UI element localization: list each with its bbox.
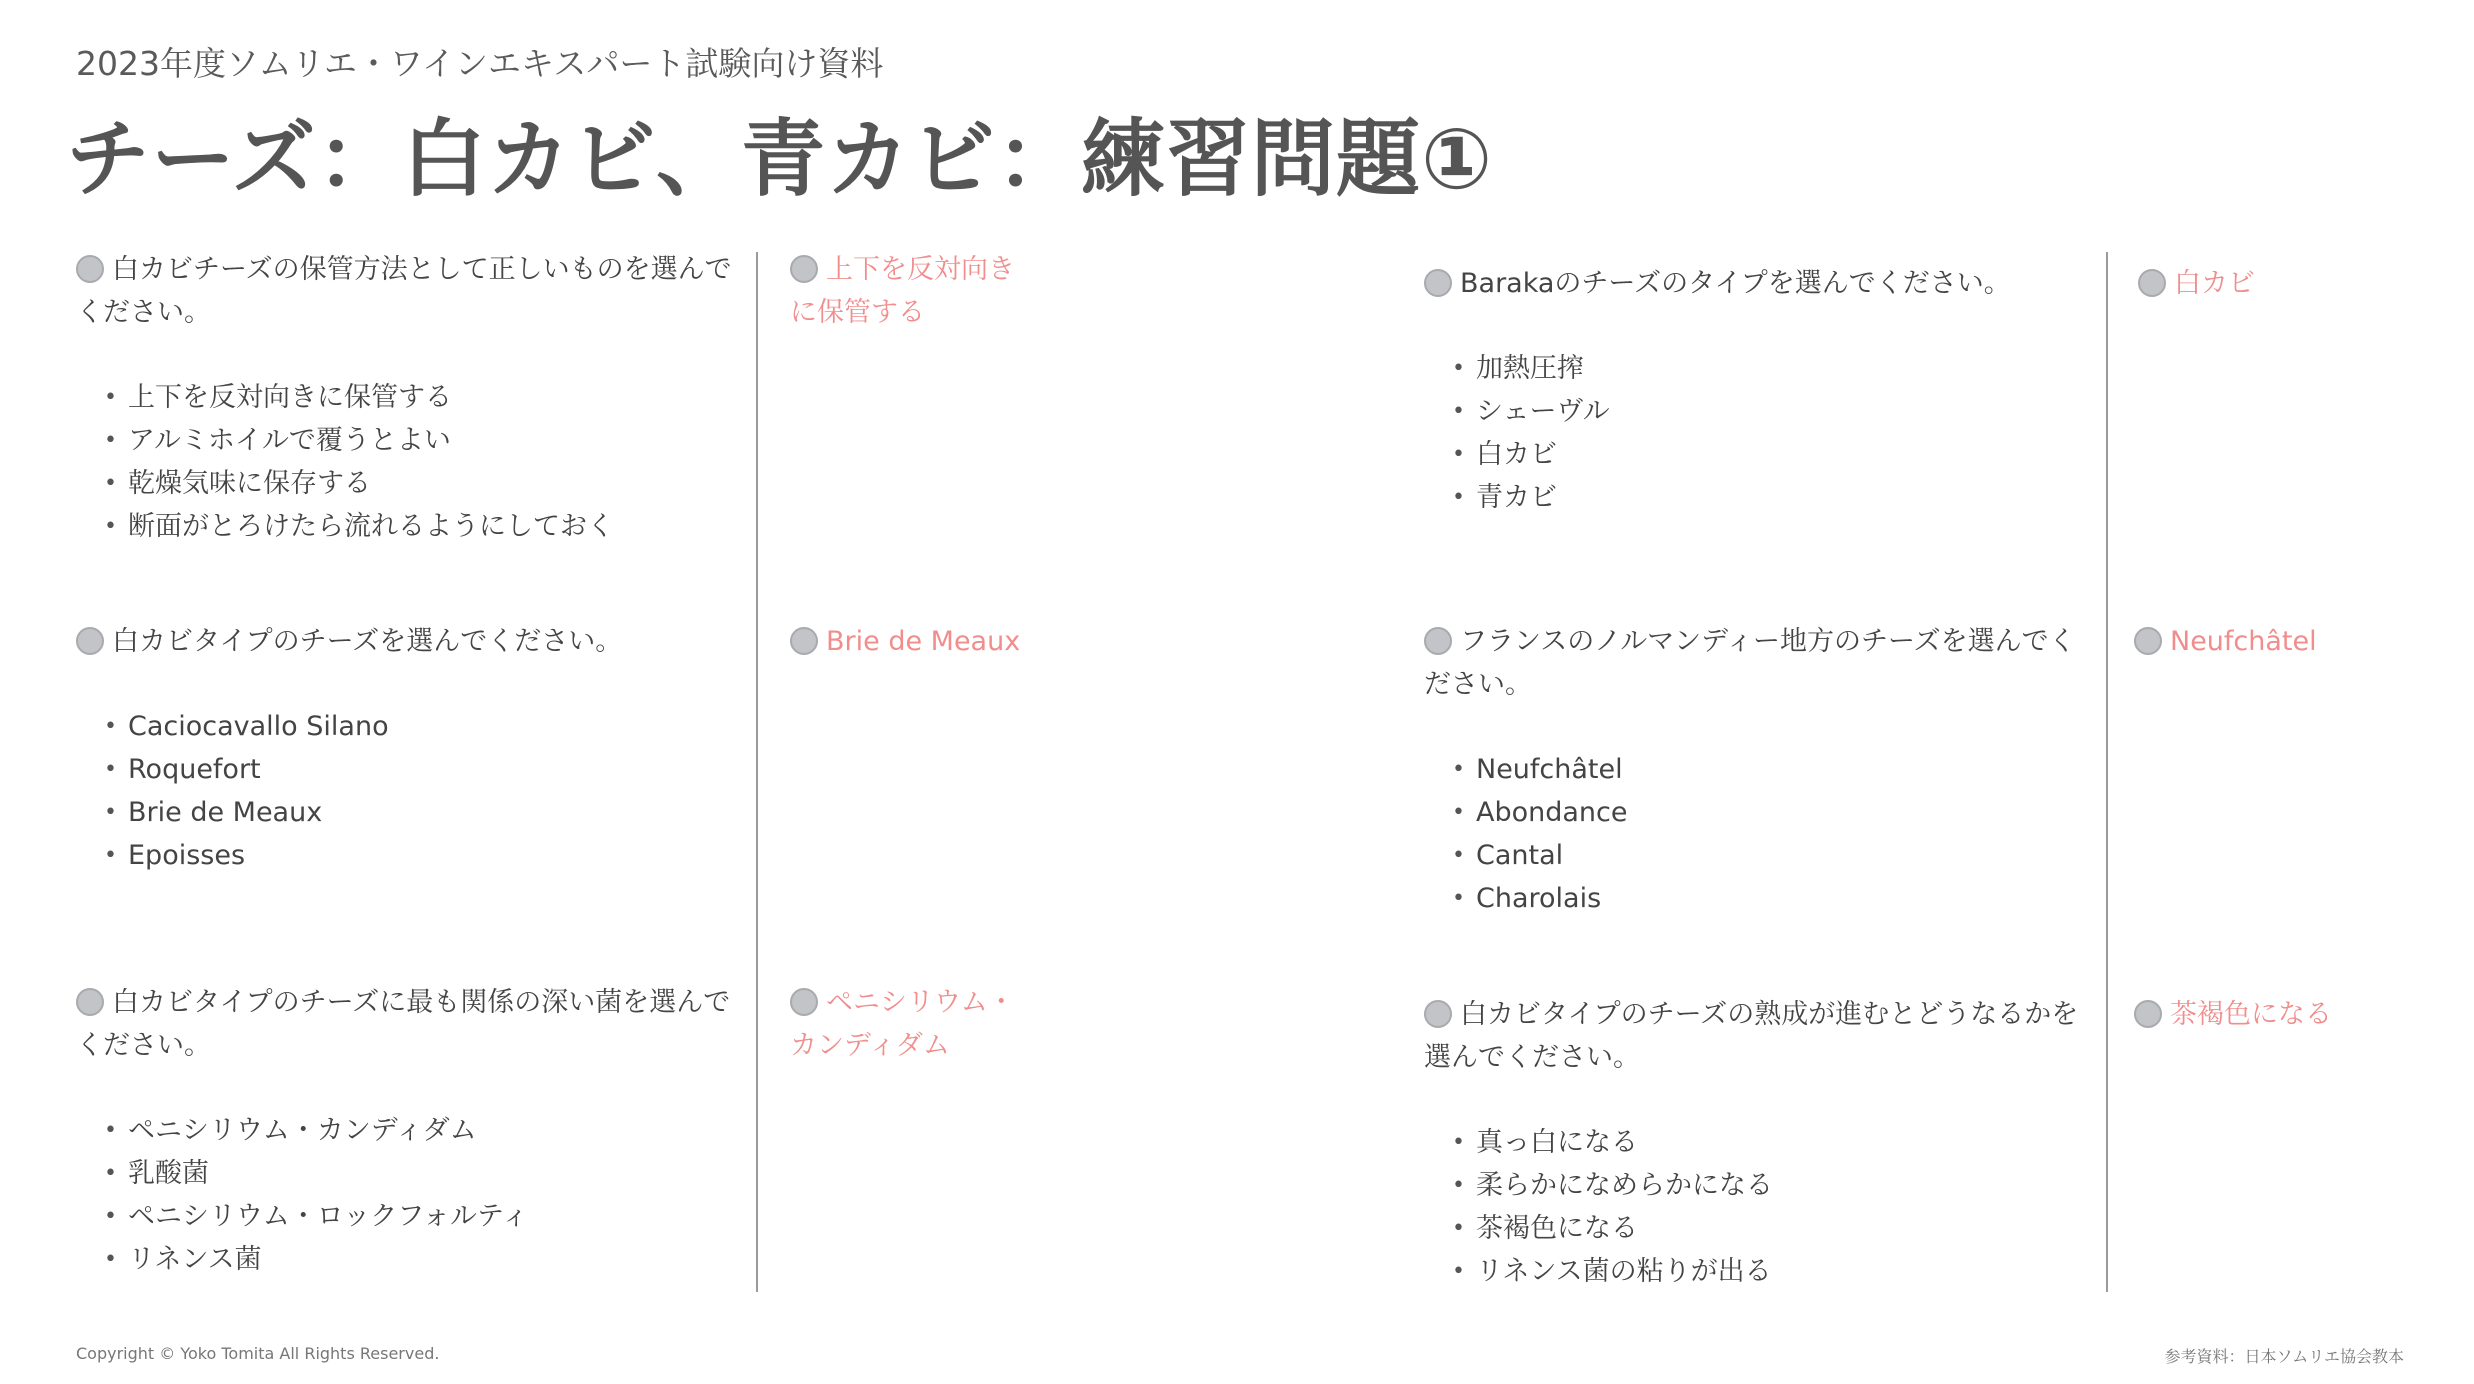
option-item: • 上下を反対向きに保管する: [104, 376, 746, 419]
column-divider-right: [2106, 252, 2108, 1292]
option-list: [1452, 748, 2096, 920]
question-bullet-icon: [1424, 627, 1452, 655]
answer-text: Brie de Meaux: [826, 626, 1021, 657]
answer-text: 上下を反対向きに保管する: [790, 254, 1015, 328]
answer-bullet-icon: [2134, 1000, 2162, 1028]
question-text: 白カビチーズの保管方法として正しいものを選んでください。: [76, 254, 732, 328]
reference-text: 参考資料：日本ソムリエ協会教本: [2164, 1347, 2404, 1366]
option-item: • 加熱圧搾: [1452, 347, 2096, 390]
answer-2: [790, 620, 1090, 663]
question-text: フランスのノルマンディー地方のチーズを選んでください。: [1424, 626, 2076, 700]
option-item: • 乾燥気味に保存する: [104, 462, 746, 505]
question-block-3: [76, 981, 746, 1281]
option-item: • Brie de Meaux: [104, 791, 746, 834]
option-item: • リネンス菌: [104, 1238, 746, 1281]
answer-text: 白カビ: [2174, 268, 2255, 299]
question-block-5: [1424, 620, 2096, 920]
question-bullet-icon: [76, 255, 104, 283]
answer-bullet-icon: [790, 627, 818, 655]
question-block-6: [1424, 993, 2096, 1293]
option-item: • Epoisses: [104, 834, 746, 877]
option-item: • リネンス菌の粘りが出る: [1452, 1250, 2096, 1293]
page-title: チーズ：白カビ、青カビ：練習問題①: [66, 110, 1494, 208]
answer-bullet-icon: [790, 255, 818, 283]
option-list: [104, 376, 746, 548]
option-item: • Neufchâtel: [1452, 748, 2096, 791]
answer-bullet-icon: [2134, 627, 2162, 655]
answer-6: [2134, 993, 2454, 1036]
answer-text: 茶褐色になる: [2170, 999, 2332, 1030]
question-text: 白カビタイプのチーズに最も関係の深い菌を選んでください。: [76, 987, 731, 1061]
question-text: Barakaのチーズのタイプを選んでください。: [1460, 268, 2011, 299]
option-list: [1452, 1121, 2096, 1293]
option-item: • 茶褐色になる: [1452, 1207, 2096, 1250]
answer-bullet-icon: [790, 988, 818, 1016]
copyright-text: Copyright © Yoko Tomita All Rights Reserved.: [76, 1344, 440, 1363]
answer-text: Neufchâtel: [2170, 626, 2317, 657]
option-list: [1452, 347, 2096, 519]
question-bullet-icon: [1424, 269, 1452, 297]
option-item: • アルミホイルで覆うとよい: [104, 419, 746, 462]
option-item: • Charolais: [1452, 877, 2096, 920]
question-text: 白カビタイプのチーズを選んでください。: [112, 626, 623, 657]
option-list: [104, 705, 746, 877]
question-text: 白カビタイプのチーズの熟成が進むとどうなるかを選んでください。: [1424, 999, 2079, 1073]
option-item: • シェーヴル: [1452, 390, 2096, 433]
option-item: • Cantal: [1452, 834, 2096, 877]
column-divider-left: [756, 252, 758, 1292]
deck-subtitle: 2023年度ソムリエ・ワインエキスパート試験向け資料: [76, 44, 884, 83]
answer-5: [2134, 620, 2454, 663]
answer-4: [2138, 262, 2438, 305]
option-item: • Abondance: [1452, 791, 2096, 834]
option-item: • 青カビ: [1452, 476, 2096, 519]
option-item: • ペニシリウム・ロックフォルティ: [104, 1195, 746, 1238]
option-list: [104, 1109, 746, 1281]
question-bullet-icon: [1424, 1000, 1452, 1028]
option-item: • 真っ白になる: [1452, 1121, 2096, 1164]
question-bullet-icon: [76, 627, 104, 655]
option-item: • 柔らかになめらかになる: [1452, 1164, 2096, 1207]
question-bullet-icon: [76, 988, 104, 1016]
answer-1: [790, 248, 1040, 334]
question-block-1: [76, 248, 746, 548]
option-item: • ペニシリウム・カンディダム: [104, 1109, 746, 1152]
option-item: • 断面がとろけたら流れるようにしておく: [104, 505, 746, 548]
option-item: • 乳酸菌: [104, 1152, 746, 1195]
question-block-2: [76, 620, 746, 877]
answer-text: ペニシリウム・カンディダム: [790, 987, 1015, 1061]
option-item: • Caciocavallo Silano: [104, 705, 746, 748]
option-item: • 白カビ: [1452, 433, 2096, 476]
question-block-4: [1424, 262, 2096, 519]
answer-bullet-icon: [2138, 269, 2166, 297]
answer-3: [790, 981, 1040, 1067]
option-item: • Roquefort: [104, 748, 746, 791]
